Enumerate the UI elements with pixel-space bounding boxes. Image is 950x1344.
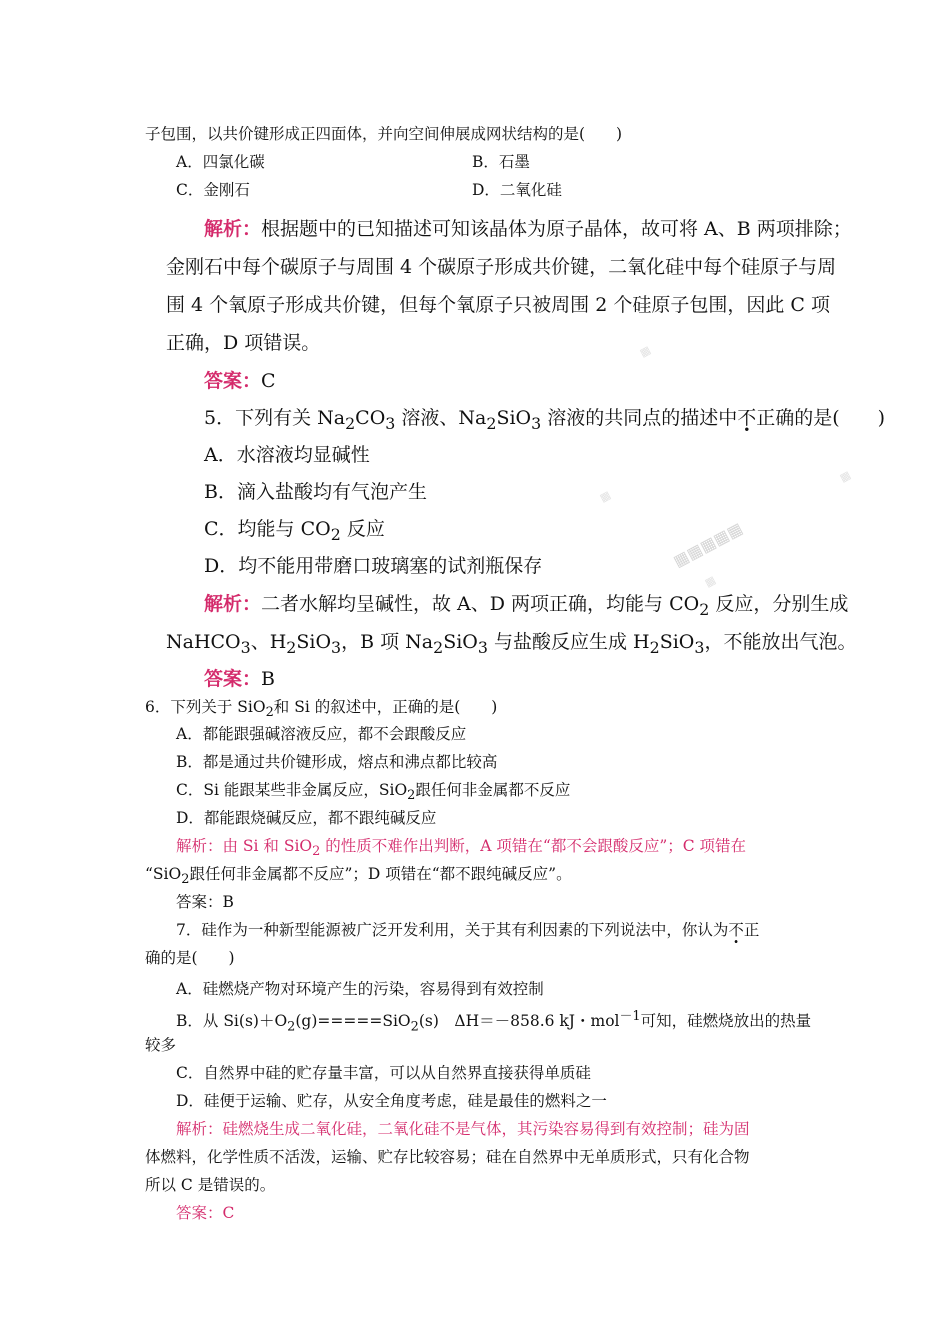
option-a: A．都能跟强碱溶液反应，都不会跟酸反应 [176, 725, 467, 743]
answer-line: 答案：B [176, 893, 234, 911]
text-fragment: 7．硅作为一种新型能源被广泛开发利用，关于其有利因素的下列说法中，你认为 [176, 921, 729, 939]
answer-line [204, 664, 275, 691]
text-fragment: C．均能与 CO [204, 518, 331, 540]
answer-line: 答案：C [176, 1204, 235, 1222]
answer-line [204, 366, 276, 393]
text-fragment: 溶液的共同点的描述中 [541, 407, 738, 429]
text-fragment: SiO [296, 631, 332, 653]
text-fragment: 2 [699, 599, 710, 619]
text-fragment: SiO [443, 631, 478, 653]
text-fragment: 根据题中的已知描述可知该晶体为原子晶体，故可将 A、B 两项排除； [261, 218, 852, 240]
option-c: C．自然界中硅的贮存量丰富，可以从自然界直接获得单质硅 [176, 1064, 591, 1082]
option-a: A．四氯化碳 [176, 153, 265, 171]
question-stem [204, 403, 885, 433]
text-fragment: 跟任何非金属都不反应”；D 项错在“都不跟纯碱反应”。 [189, 865, 572, 883]
emphasis-mark: 不 [737, 407, 757, 429]
text-fragment: (g)=====SiO [295, 1012, 411, 1031]
analysis-line: 所以 C 是错误的。 [145, 1176, 276, 1194]
question-stem [176, 918, 759, 940]
option-c [204, 514, 385, 544]
analysis-line: 正确，D 项错误。 [166, 332, 321, 354]
text-fragment: －1 [619, 1009, 641, 1024]
text-fragment: “SiO [145, 865, 182, 883]
text-fragment: 2 [312, 844, 321, 860]
text-fragment: 跟任何非金属都不反应 [415, 781, 571, 799]
text-fragment: C [261, 370, 276, 392]
text-fragment: 3 [385, 413, 396, 433]
analysis-label: 解析： [204, 593, 262, 615]
text-fragment: 反应 [340, 518, 385, 540]
answer-label: 答案： [204, 370, 262, 392]
text-fragment: 的性质不难作出判断，A 项错在“都不会跟酸反应”；C 项错在 [320, 837, 747, 855]
text-fragment: 2 [286, 637, 297, 657]
text-fragment: B．从 Si(s)＋O [176, 1012, 288, 1031]
option-b: B．石墨 [472, 153, 530, 171]
text-fragment: 解析：由 Si 和 SiO [176, 837, 313, 855]
text-fragment: 2 [433, 637, 444, 657]
text-fragment: B [261, 668, 275, 690]
option-d: D．二氧化硅 [472, 181, 562, 199]
emphasis-mark: 不 [728, 921, 744, 939]
text-fragment: 2 [181, 872, 190, 888]
analysis-line: 金刚石中每个碳原子与周围 4 个碳原子形成共价键，二氧化硅中每个硅原子与周 [166, 256, 837, 278]
option-c: C．金刚石 [176, 181, 250, 199]
watermark-logo: ▦ [637, 343, 653, 360]
text-fragment: CO [355, 407, 386, 429]
text-fragment: 、H [250, 631, 287, 653]
watermark-logo: ▦ [597, 488, 613, 505]
answer-label: 答案： [204, 668, 262, 690]
text-fragment: 溶液、Na [395, 407, 487, 429]
question-stem: 子包围，以共价键形成正四面体，并向空间伸展成网状结构的是( ) [145, 125, 623, 143]
text-fragment: 2 [407, 788, 416, 804]
question-stem: 确的是( ) [145, 949, 235, 967]
text-fragment: 2 [287, 1019, 296, 1035]
text-fragment: ，B 项 Na [341, 631, 434, 653]
text-fragment: 2 [649, 637, 660, 657]
text-fragment: 3 [477, 637, 488, 657]
text-fragment: 3 [331, 637, 342, 657]
text-fragment: 反应，分别生成 [709, 593, 849, 615]
text-fragment: 可知，硅燃烧放出的热量 [640, 1012, 812, 1031]
text-fragment: 正确的是( ) [756, 407, 886, 429]
analysis-line: 解析：硅燃烧生成二氧化硅，二氧化硅不是气体，其污染容易得到有效控制；硅为固 [176, 1120, 750, 1138]
analysis-line [204, 589, 848, 619]
text-fragment: 5．下列有关 Na [204, 407, 346, 429]
option-a: A．水溶液均显碱性 [204, 444, 370, 466]
watermark-logo: ▦ [837, 468, 853, 485]
text-fragment: 3 [694, 637, 705, 657]
watermark-logo: ▦ [702, 573, 718, 590]
option-a: A．硅燃烧产物对环境产生的污染，容易得到有效控制 [176, 980, 544, 998]
option-d: D．硅便于运输、贮存，从安全角度考虑，硅是最佳的燃料之一 [176, 1092, 607, 1110]
analysis-line: 围 4 个氧原子形成共价键，但每个氧原子只被周围 2 个硅原子包围，因此 C 项 [166, 294, 830, 316]
text-fragment: 2 [410, 1019, 419, 1035]
option-b-cont: 较多 [145, 1036, 177, 1054]
text-fragment: C．Si 能跟某些非金属反应，SiO [176, 781, 408, 799]
watermark-logo: ▦▦▦▦▦ [669, 518, 746, 571]
text-fragment: 2 [345, 413, 356, 433]
option-b: B．都是通过共价键形成，熔点和沸点都比较高 [176, 753, 498, 771]
text-fragment: 2 [330, 524, 341, 544]
question-stem [145, 695, 497, 720]
analysis-line [166, 627, 856, 657]
option-d: D．均不能用带磨口玻璃塞的试剂瓶保存 [204, 555, 543, 577]
analysis-line [204, 214, 852, 241]
text-fragment: 2 [486, 413, 497, 433]
option-b: B．滴入盐酸均有气泡产生 [204, 481, 427, 503]
option-d: D．都能跟烧碱反应，都不跟纯碱反应 [176, 809, 437, 827]
text-fragment: 与盐酸反应生成 H [487, 631, 650, 653]
text-fragment: SiO [496, 407, 532, 429]
analysis-label: 解析： [204, 218, 262, 240]
option-c [176, 778, 570, 803]
text-fragment: 3 [240, 637, 251, 657]
text-fragment: ，不能放出气泡。 [704, 631, 857, 653]
text-fragment: 6．下列关于 SiO [145, 698, 266, 716]
text-fragment: 二者水解均呈碱性，故 A、D 两项正确，均能与 CO [261, 593, 700, 615]
analysis-line: 体燃料，化学性质不活泼，运输、贮存比较容易；硅在自然界中无单质形式，只有化合物 [145, 1148, 750, 1166]
text-fragment: (s) ΔH＝－858.6 kJ・mol [418, 1012, 620, 1031]
text-fragment: NaHCO [166, 631, 241, 653]
text-fragment: 3 [531, 413, 542, 433]
option-b [176, 1005, 811, 1034]
analysis-line [176, 834, 746, 859]
text-fragment: 和 Si 的叙述中，正确的是( ) [273, 698, 498, 716]
text-fragment: SiO [659, 631, 695, 653]
text-fragment: 2 [265, 705, 274, 721]
text-fragment: 正 [743, 921, 760, 939]
analysis-line [145, 862, 572, 887]
